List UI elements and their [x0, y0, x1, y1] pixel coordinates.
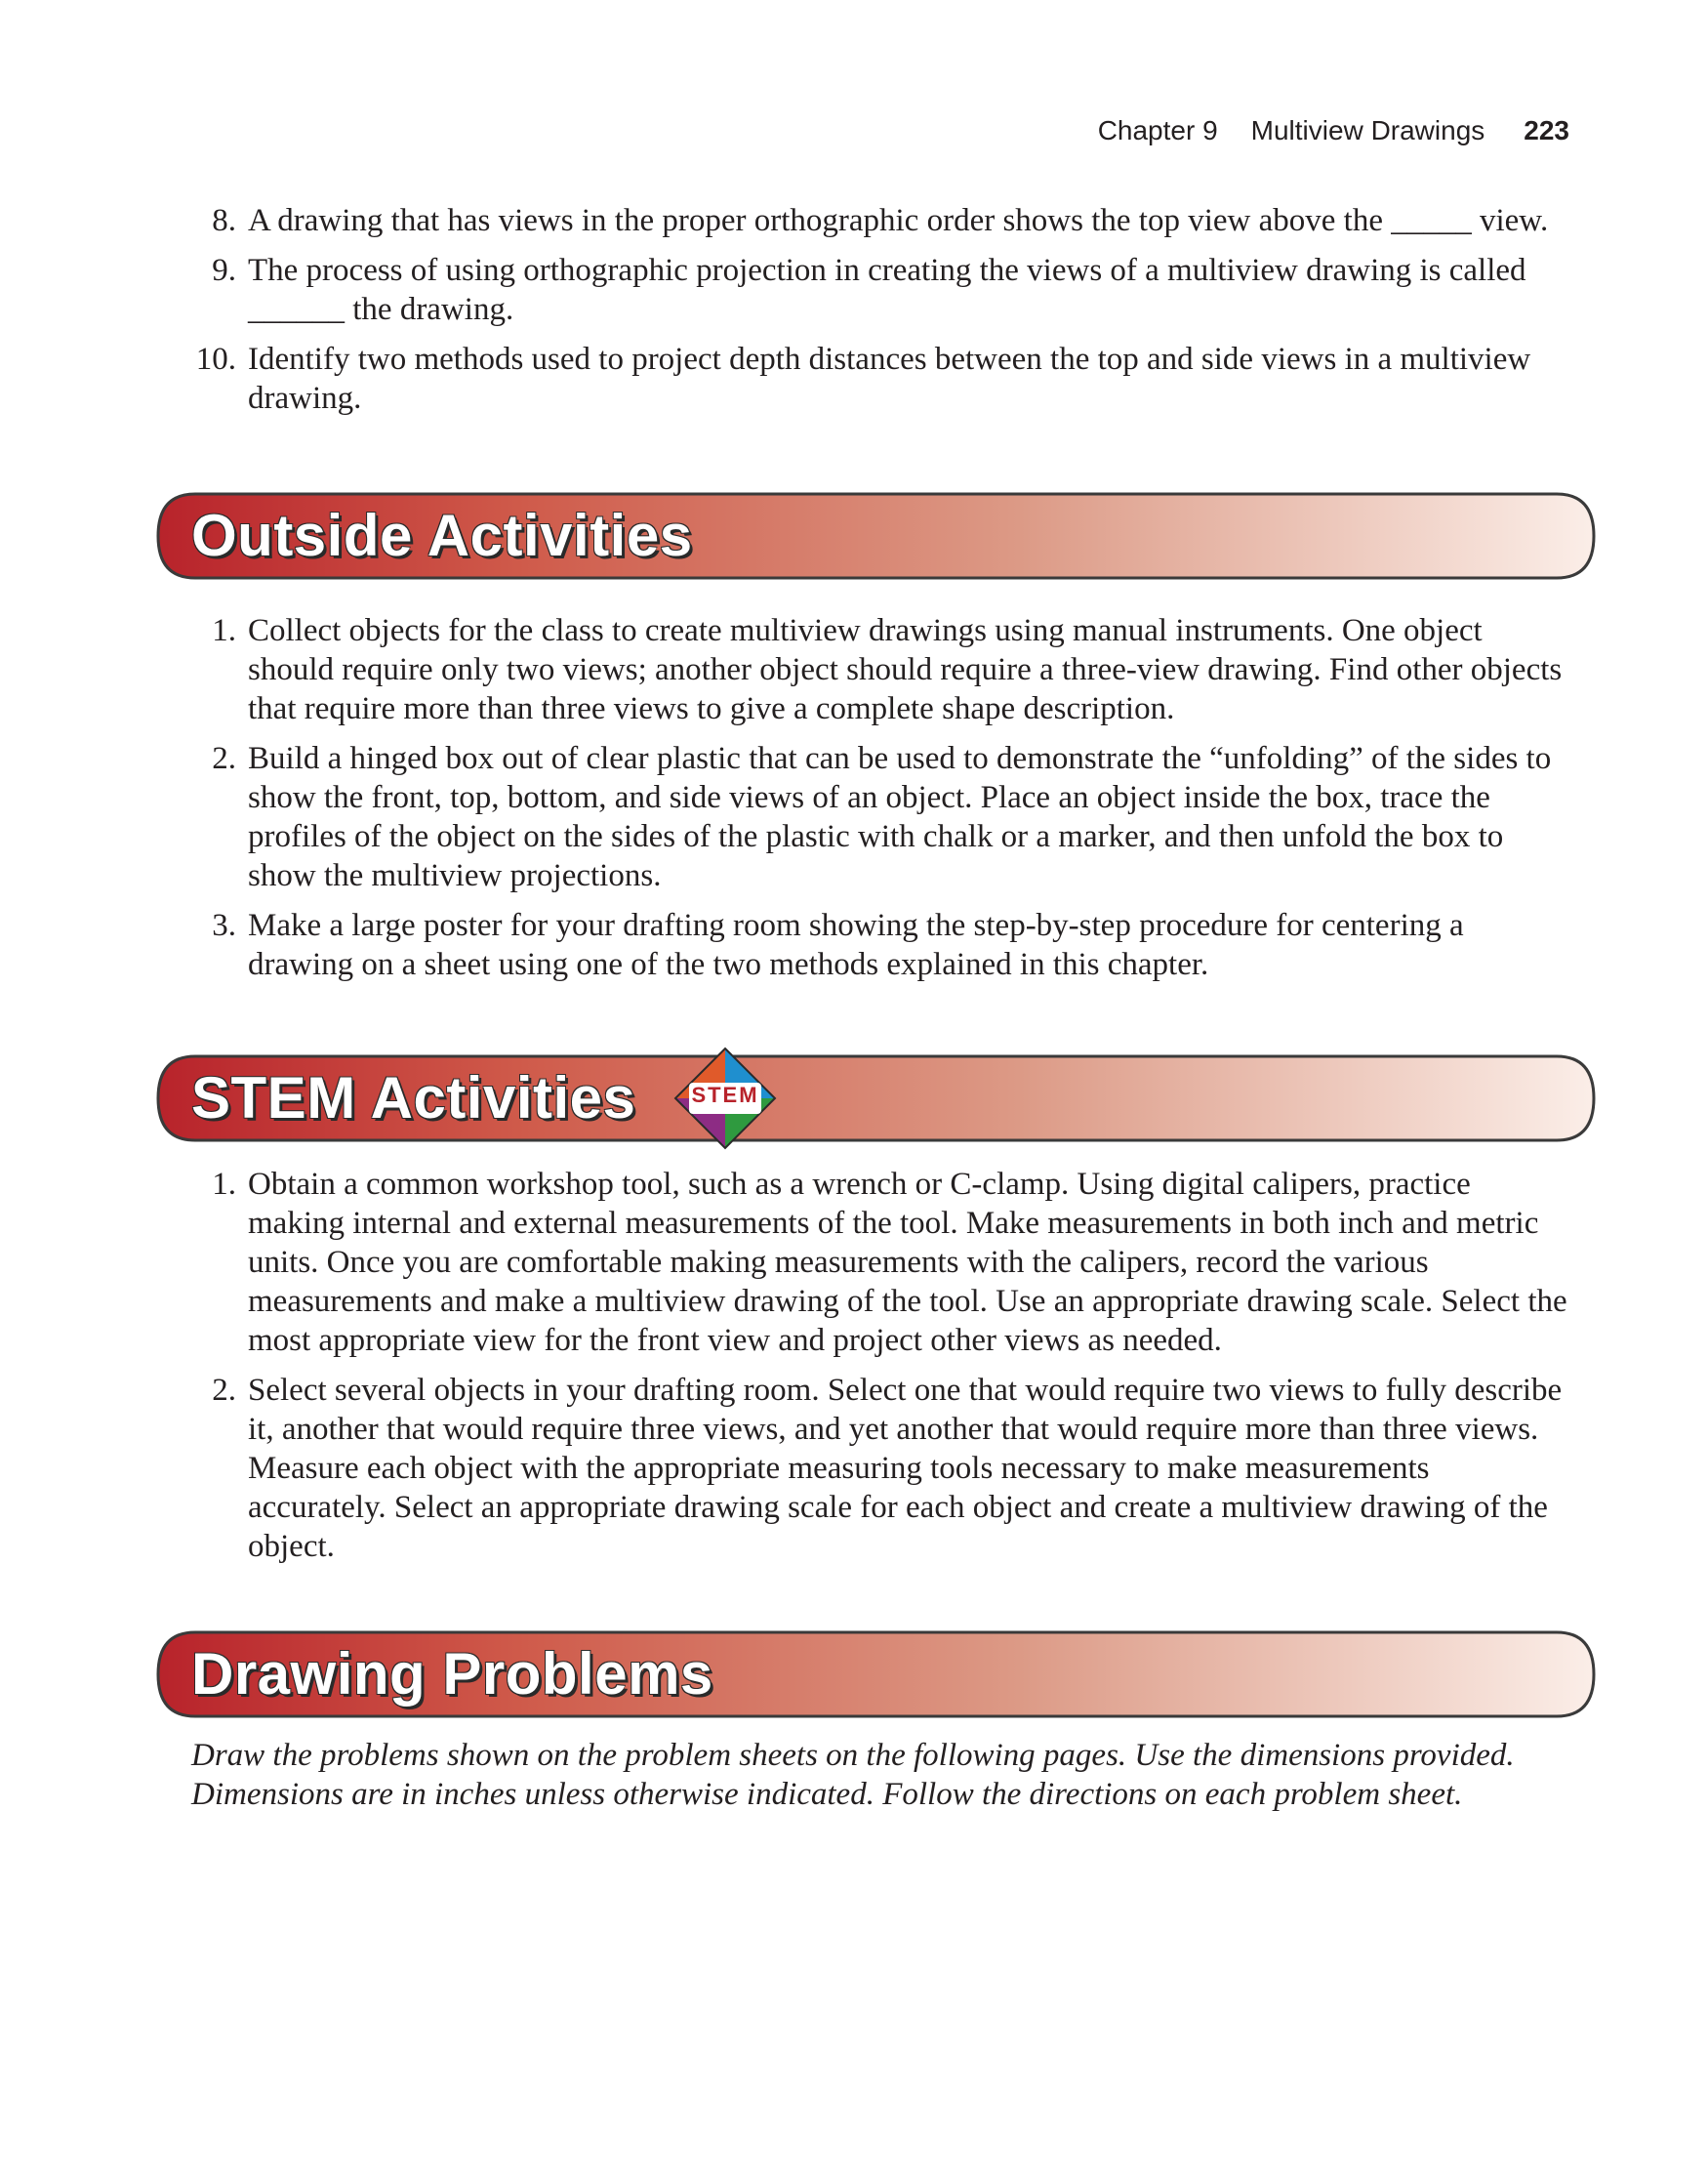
chapter-title: Multiview Drawings [1250, 115, 1485, 145]
item-text: Obtain a common workshop tool, such as a wrench or C-clamp. Using digital calipers, practice making internal and external measurements of the tool. Make measurements in both inch and metric units. Once you are comfortable making measurements with the calipers, record the various measurements and make a multiview drawing of the tool. Use an appropriate drawing scale. Select the most appropriate view for the front view and project other views as needed. [248, 1167, 1567, 1358]
list-item [185, 251, 1571, 329]
list-item [185, 1165, 1571, 1360]
item-number: 3. [212, 908, 236, 943]
item-text: Identify two methods used to project depth distances between the top and side views in a multiview drawing. [248, 342, 1531, 416]
item-text: Select several objects in your drafting room. Select one that would require two views to fully describe it, another that would require three views, and yet another that would require more than three views. Measure each object with the appropriate measuring tools necessary to make measurements accurately. Select an appropriate drawing scale for each object and create a multiview drawing of the object. [248, 1373, 1563, 1564]
list-item [185, 1371, 1571, 1566]
outside-activities-list [185, 611, 1571, 995]
item-number: 2. [212, 1373, 236, 1408]
list-item [185, 340, 1571, 418]
section-title: STEM Activities [191, 1065, 636, 1131]
stem-badge-icon [673, 1047, 777, 1150]
item-text: The process of using orthographic projection in creating the views of a multiview drawing is called ______ the drawing. [248, 253, 1526, 327]
running-header [1098, 115, 1569, 146]
item-number: 10. [195, 342, 236, 377]
item-text: A drawing that has views in the proper orthographic order shows the top view above the _____ view. [248, 203, 1549, 238]
page-number: 223 [1524, 115, 1569, 145]
item-number: 1. [212, 1167, 236, 1202]
item-number: 8. [212, 203, 236, 238]
item-text: Build a hinged box out of clear plastic that can be used to demonstrate the “unfolding” of the sides to show the front, top, bottom, and side views of an object. Place an object inside the box, trace the profiles of the object on the sides of the plastic with chalk or a marker, and then unfold the box to show the multiview projections. [248, 741, 1552, 893]
item-number: 2. [212, 741, 236, 776]
section-title: Drawing Problems [191, 1641, 713, 1707]
list-item [185, 739, 1571, 895]
stem-badge-label: STEM [691, 1083, 759, 1107]
stem-activities-banner [156, 1054, 1596, 1142]
list-item [185, 201, 1571, 240]
drawing-problems-banner [156, 1630, 1596, 1718]
outside-activities-banner [156, 492, 1596, 580]
stem-activities-list [185, 1165, 1571, 1577]
item-text: Make a large poster for your drafting room showing the step-by-step procedure for centering a drawing on a sheet using one of the two methods explained in this chapter. [248, 908, 1464, 982]
chapter-label: Chapter 9 [1097, 115, 1218, 145]
item-number: 1. [212, 613, 236, 648]
list-item [185, 906, 1571, 984]
item-number: 9. [212, 253, 236, 288]
review-question-list [185, 201, 1571, 429]
list-item [185, 611, 1571, 728]
drawing-problems-intro: Draw the problems shown on the problem sheets on the following pages. Use the dimensions provided. Dimensions are in inches unless otherwise indicated. Follow the directions on each problem sheet. [191, 1738, 1515, 1812]
section-title: Outside Activities [191, 503, 693, 568]
item-text: Collect objects for the class to create multiview drawings using manual instruments. One object should require only two views; another object should require a three-view drawing. Find other objects that require more than three views to give a complete shape description. [248, 613, 1563, 726]
